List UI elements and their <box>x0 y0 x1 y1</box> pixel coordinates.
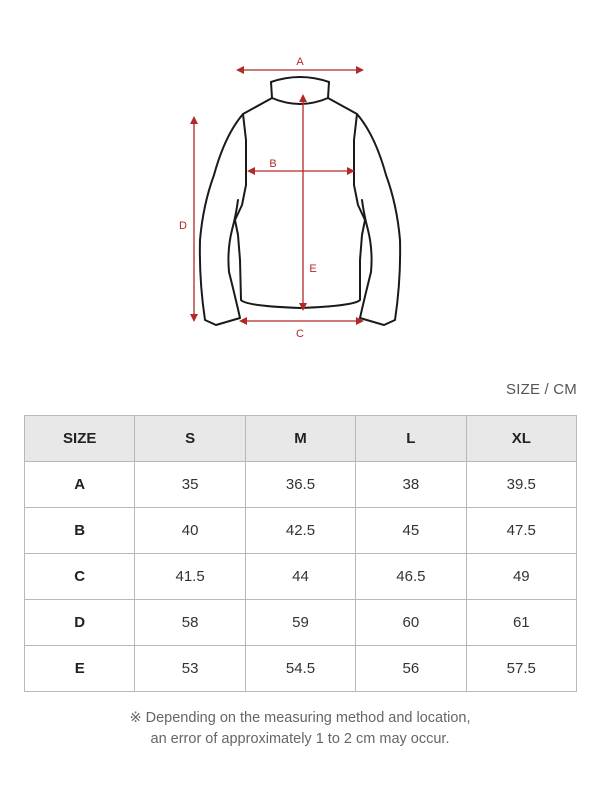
table-cell: 46.5 <box>356 554 466 600</box>
table-cell: 54.5 <box>245 646 355 692</box>
measurement-disclaimer <box>0 708 600 750</box>
unit-label: SIZE / CM <box>506 381 577 398</box>
table-cell: 45 <box>356 508 466 554</box>
measurement-arrows <box>194 70 362 321</box>
table-row <box>25 462 577 508</box>
measure-b-label: B <box>269 158 277 170</box>
table-cell: 38 <box>356 462 466 508</box>
table-cell: 56 <box>356 646 466 692</box>
garment-measurement-diagram <box>0 0 600 360</box>
disclaimer-line-1: ※ Depending on the measuring method and location, <box>129 710 471 726</box>
row-label: B <box>25 508 135 554</box>
table-cell: 59 <box>245 600 355 646</box>
column-header-size: SIZE <box>25 416 135 462</box>
column-header-l: L <box>356 416 466 462</box>
turtleneck-collar <box>271 77 329 104</box>
column-header-s: S <box>135 416 245 462</box>
table-cell: 61 <box>466 600 576 646</box>
row-label: C <box>25 554 135 600</box>
row-label: D <box>25 600 135 646</box>
table-row <box>25 508 577 554</box>
column-header-xl: XL <box>466 416 576 462</box>
disclaimer-line-2: an error of approximately 1 to 2 cm may occur. <box>150 731 450 747</box>
table-header-row <box>25 416 577 462</box>
table-cell: 44 <box>245 554 355 600</box>
measure-d-label: D <box>179 220 187 232</box>
table-cell: 35 <box>135 462 245 508</box>
table-cell: 40 <box>135 508 245 554</box>
column-header-m: M <box>245 416 355 462</box>
right-sleeve <box>357 114 400 325</box>
table-cell: 58 <box>135 600 245 646</box>
row-label: A <box>25 462 135 508</box>
table-cell: 53 <box>135 646 245 692</box>
turtleneck-outline <box>200 77 400 325</box>
measure-a-label: A <box>296 56 304 68</box>
table-row <box>25 646 577 692</box>
table-cell: 39.5 <box>466 462 576 508</box>
garment-body <box>235 82 365 308</box>
table-cell: 47.5 <box>466 508 576 554</box>
table-cell: 60 <box>356 600 466 646</box>
measure-c-label: C <box>296 328 304 340</box>
table-row <box>25 600 577 646</box>
left-sleeve <box>200 114 243 325</box>
table-cell: 41.5 <box>135 554 245 600</box>
table-row <box>25 554 577 600</box>
table-cell: 49 <box>466 554 576 600</box>
table-cell: 42.5 <box>245 508 355 554</box>
row-label: E <box>25 646 135 692</box>
table-cell: 36.5 <box>245 462 355 508</box>
table-cell: 57.5 <box>466 646 576 692</box>
measure-e-label: E <box>309 263 317 275</box>
size-chart-table <box>24 415 577 692</box>
